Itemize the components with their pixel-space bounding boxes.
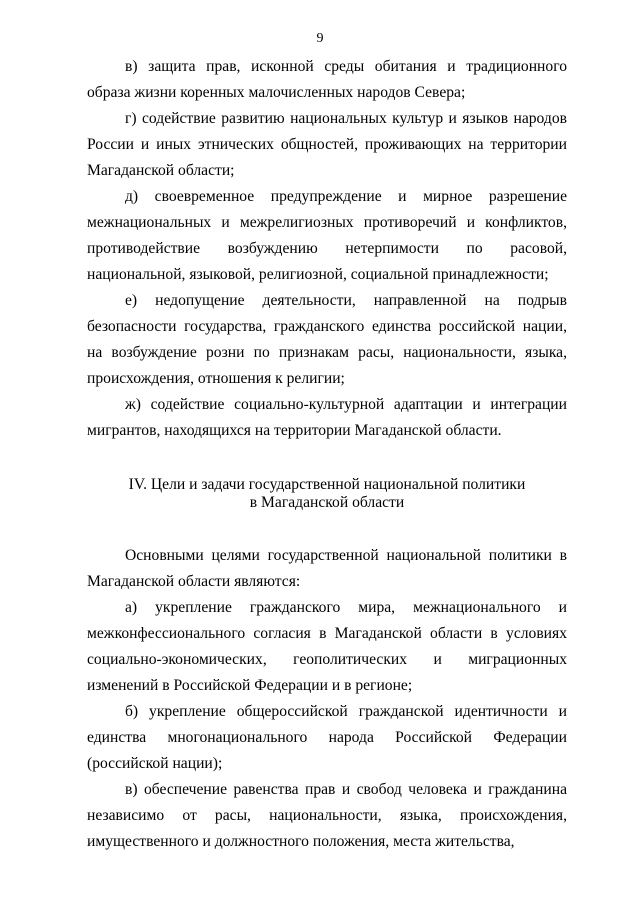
page-number: 9 [316,31,324,46]
paragraph-b-civic-identity: б) укрепление общероссийской гражданской идентичности и единства многонационального народа Российской Федерации (российской нации); [87,703,567,772]
paragraph-a-civil-peace: а) укрепление гражданского мира, межнационального и межконфессионального согласия в Магаданской области в условиях социально-экономических, геополитических и миграционных изменений в Российской Федерации и в регионе; [87,599,567,694]
paragraph-zh-migrant-adaptation: ж) содействие социально-культурной адаптации и интеграции мигрантов, находящихся на территории Магаданской области. [87,396,567,439]
paragraph-g-cultures-languages: г) содействие развитию национальных культур и языков народов России и иных этнических общностей, проживающих на территории Магаданской области; [87,110,567,179]
paragraph-main-goals-intro: Основными целями государственной национальной политики в Магаданской области являются: [87,547,567,590]
section-heading-line-1: IV. Цели и задачи государственной национальной политики [128,476,526,493]
paragraph-v-indigenous-rights: в) защита прав, исконной среды обитания и традиционного образа жизни коренных малочисленных народов Севера; [87,58,567,101]
document-body [87,54,567,855]
paragraph-d-conflict-prevention: д) своевременное предупреждение и мирное разрешение межнациональных и межрелигиозных противоречий и конфликтов, противодействие возбуждению нетерпимости по расовой, национальной, языковой, религиозной, социальной принадлежности; [87,188,567,283]
section-heading [87,476,567,512]
paragraph-v-equal-rights: в) обеспечение равенства прав и свобод человека и гражданина независимо от расы, национальности, языка, происхождения, имущественного и должностного положения, места жительства, [87,781,567,850]
section-heading-line-2: в Магаданской области [249,494,405,511]
paragraph-e-security: е) недопущение деятельности, направленной на подрыв безопасности государства, гражданского единства российской нации, на возбуждение розни по признакам расы, национальности, языка, происхождения, отношения к религии; [87,292,567,387]
